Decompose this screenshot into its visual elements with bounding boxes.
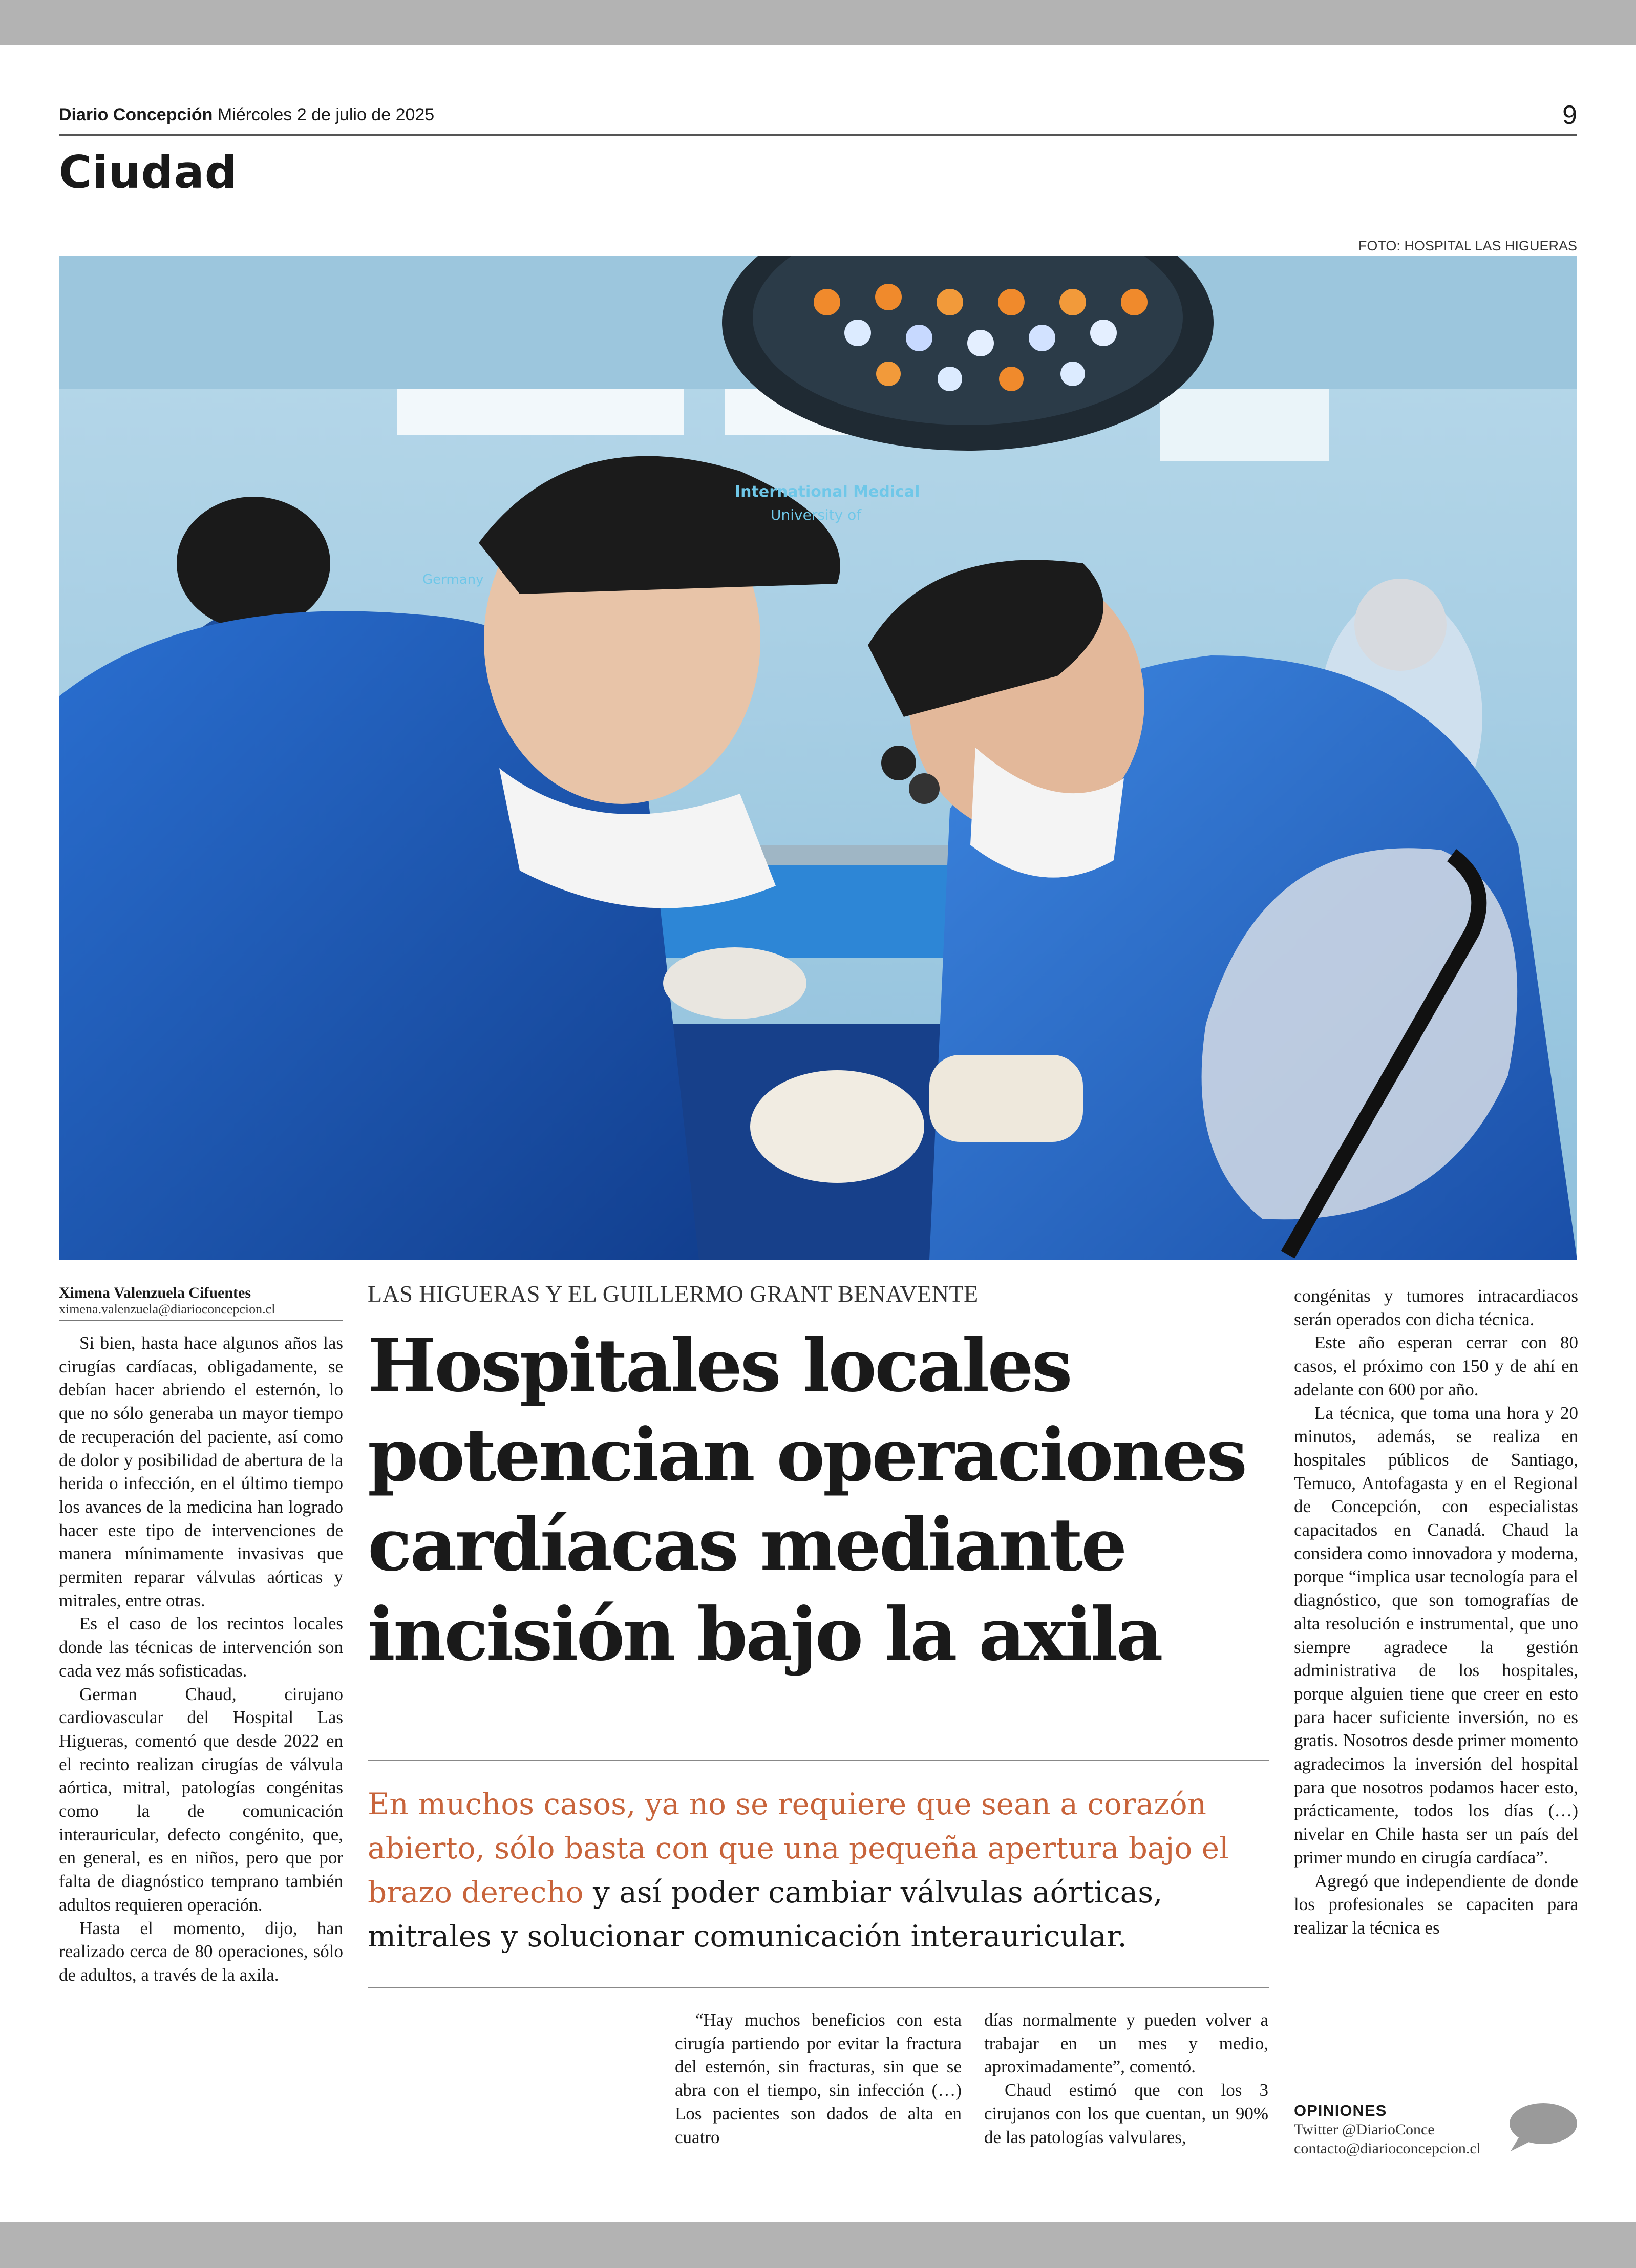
opiniones-twitter[interactable]: Twitter @DiarioConce — [1294, 2121, 1435, 2138]
section-title: Ciudad — [59, 146, 238, 199]
paragraph: Agregó que independiente de donde los profesionales se capaciten para realizar la técnica es — [1294, 1871, 1578, 1938]
byline — [59, 1284, 343, 1321]
page-number: 9 — [1562, 100, 1577, 130]
folio-line — [59, 105, 434, 125]
paragraph: German Chaud, cirujano cardiovascular del Hospital Las Higueras, comentó que desde 2022 en el recinto realizan cirugías de válvula aórtica, mitral, patologías congénitas como la de comunicación interauricular, defecto congénito, que, en general, es en niños, pero que por falta de diagnóstico temprano también adultos requieren operación. — [59, 1684, 343, 1915]
issue-date: Miércoles 2 de julio de 2025 — [217, 105, 435, 124]
body-column-right — [1294, 1284, 1578, 1940]
headline-bold-word: cardíacas — [368, 1502, 737, 1587]
cap-print-3: Germany — [422, 572, 484, 587]
article-headline — [368, 1321, 1269, 1680]
paragraph: congénitas y tumores intracardiacos serán operados con dicha técnica. — [1294, 1286, 1578, 1329]
speech-bubble-icon — [1504, 2102, 1579, 2153]
paragraph: Es el caso de los recintos locales donde las técnicas de intervención son cada vez más sofisticadas. — [59, 1614, 343, 1681]
deck-rule-top — [368, 1760, 1269, 1761]
article-kicker: LAS HIGUERAS Y EL GUILLERMO GRANT BENAVENTE — [368, 1281, 979, 1307]
opiniones-title: OPINIONES — [1294, 2102, 1387, 2119]
cap-print-2: University of — [771, 506, 862, 523]
body-column-left — [59, 1331, 343, 1987]
cap-print-1: International Medical — [735, 483, 920, 501]
paragraph: días normalmente y pueden volver a trabajar en un mes y medio, aproximadamente”, comentó. — [984, 2010, 1268, 2077]
author-email[interactable]: ximena.valenzuela@diarioconcepcion.cl — [59, 1302, 343, 1321]
header-rule — [59, 134, 1577, 136]
article-deck — [368, 1782, 1269, 1958]
author-name: Ximena Valenzuela Cifuentes — [59, 1284, 251, 1301]
photo-credit: FOTO: HOSPITAL LAS HIGUERAS — [1358, 238, 1577, 253]
paragraph: Chaud estimó que con los 3 cirujanos con los que cuentan, un 90% de las patologías valvulares, — [984, 2080, 1268, 2147]
top-margin-band — [0, 0, 1636, 45]
headline-line-4: incisión bajo la axila — [368, 1592, 1161, 1677]
headline-line-2: potencian operaciones — [368, 1413, 1246, 1498]
paragraph: Este año esperan cerrar con 80 casos, el próximo con 150 y de ahí en adelante con 600 por año. — [1294, 1332, 1578, 1400]
body-column-center-2 — [984, 2008, 1268, 2149]
headline-line-3-rest: mediante — [736, 1502, 1125, 1587]
headline-line-3 — [368, 1500, 1269, 1590]
paragraph: “Hay muchos beneficios con esta cirugía partiendo por evitar la fractura del esternón, sin fracturas, sin que se abra con el tiempo, sin infección (…) Los pacientes son dados de alta en cuatro — [675, 2010, 962, 2147]
paper-name: Diario Concepción — [59, 105, 213, 124]
paragraph: Si bien, hasta hace algunos años las cirugías cardíacas, obligadamente, se debían hacer abriendo el esternón, lo que no sólo generaba un mayor tiempo de recuperación del paciente, así como de dolor y posibilidad de abertura de la herida o infección, en el último tiempo los avances de la medicina han logrado hacer este tipo de intervenciones de manera mínimamente invasivas que permiten reparar válvulas aórticas y mitrales, entre otras. — [59, 1333, 343, 1610]
opiniones-box — [1294, 2102, 1499, 2158]
bottom-margin-band — [0, 2222, 1636, 2268]
body-column-center-1 — [675, 2008, 962, 2149]
paragraph: La técnica, que toma una hora y 20 minutos, además, se realiza en hospitales públicos de Santiago, Temuco, Antofagasta y en el Regional de Concepción, con especialistas capacitados en Canadá. Chaud la considera como innovadora y moderna, porque “implica usar tecnología para el diagnóstico, que son tomografías de alta resolución e instrumental, que uno siempre agradece la gestión administrativa de los hospitales, porque alguien tiene que creer en esto para hacer suficiente inversión, no es gratis. Nosotros desde primer momento agradecimos la inversión del hospital para que nosotros podamos hacer esto, prácticamente, todos los días (…) nivelar en Chile hasta ser un país del primer mundo en cirugía cardíaca”. — [1294, 1403, 1578, 1868]
deck-rest: y así poder cambiar válvulas aórticas, mitrales y solucionar comunicación interauricular. — [368, 1875, 1163, 1954]
paragraph: Hasta el momento, dijo, han realizado cerca de 80 operaciones, sólo de adultos, a través de la axila. — [59, 1918, 343, 1985]
deck-rule-bottom — [368, 1987, 1269, 1988]
headline-line-1: Hospitales locales — [368, 1323, 1071, 1408]
opiniones-email[interactable]: contacto@diarioconcepcion.cl — [1294, 2140, 1481, 2157]
surgery-photo — [59, 256, 1577, 1260]
deck-highlight: En muchos casos, ya no se requiere que sean a corazón abierto, sólo basta con que una pequeña apertura bajo el brazo derecho — [368, 1787, 1229, 1910]
